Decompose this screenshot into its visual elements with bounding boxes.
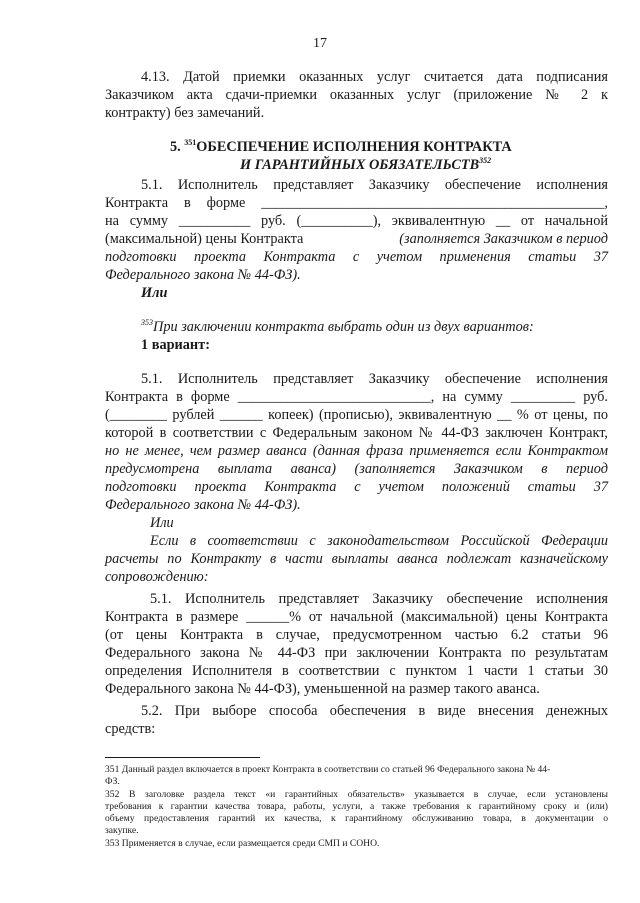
footnote-351-line: 351 Данный раздел включается в проект Контракта в соответствии со статьей 96 Федерального закона № 44-	[105, 764, 551, 775]
clause-5-1-normal-text: (максимальной) цены Контракта	[105, 231, 304, 247]
footnote-ref-351: 351	[184, 138, 197, 148]
footnote-352-line: 352 В заголовке раздела текст «и гарантийных обязательств» указывается в случае, если установлены	[105, 789, 608, 800]
footnote-352-line: требования к гарантии качества товара, работы, услуги, а также требования к гарантийному сроку и (или)	[105, 801, 608, 812]
clause-5-2-line: 5.2. При выборе способа обеспечения в виде внесения денежных	[141, 703, 608, 719]
clause-5-1-v1-line: (________ рублей ______ копеек) (прописью), эквивалентную __ % от цены, по	[105, 407, 608, 423]
heading-text-italic: И ГАРАНТИЙНЫХ ОБЯЗАТЕЛЬСТВ	[240, 157, 480, 173]
clause-5-1-italic-line: Федерального закона № 44-ФЗ).	[105, 267, 301, 283]
heading-text: ОБЕСПЕЧЕНИЕ ИСПОЛНЕНИЯ КОНТРАКТА	[196, 139, 512, 155]
footnote-353-line: 353 Применяется в случае, если размещается среди СМП и СОНО.	[105, 838, 380, 849]
clause-5-1-italic-line: подготовки проекта Контракта с учетом применения статьи 37	[105, 249, 608, 265]
clause-5-1-v1-line: Контракта в форме ___________________________, на сумму _________ руб.	[105, 389, 608, 405]
section-heading-line2	[240, 156, 491, 174]
clause-5-1-line	[105, 230, 608, 248]
clause-5-1-v1-line: 5.1. Исполнитель представляет Заказчику обеспечение исполнения	[141, 371, 608, 387]
footnote-ref-352: 352	[479, 156, 492, 166]
clause-5-1-italic-text: (заполняется Заказчиком в период	[399, 231, 608, 247]
section-heading-line1	[170, 138, 512, 156]
clause-4-13-line: Заказчиком акта сдачи-приемки оказанных услуг (приложение № 2 к	[105, 87, 608, 103]
clause-5-1-treasury-line: Федерального закона № 44-ФЗ при заключении Контракта по результатам	[105, 645, 608, 661]
variant-note-text: При заключении контракта выбрать один из двух вариантов:	[153, 319, 534, 335]
clause-5-1-line: Контракта в форме ________________________________________________,	[105, 195, 608, 211]
clause-5-2-line: средств:	[105, 721, 156, 737]
page-number: 17	[313, 36, 327, 51]
or-label: Или	[141, 285, 168, 301]
heading-number: 5.	[170, 139, 185, 155]
variant-note	[141, 318, 534, 336]
clause-4-13-line: контракту) без замечаний.	[105, 105, 265, 121]
clause-5-1-treasury-line: определения Исполнителя в соответствии с пунктом 1 части 1 статьи 30	[105, 663, 608, 679]
footnote-351-line: ФЗ.	[105, 776, 120, 787]
clause-5-1-line: 5.1. Исполнитель представляет Заказчику обеспечение исполнения	[141, 177, 608, 193]
footnote-352-line: закупке.	[105, 825, 139, 836]
clause-5-1-line: на сумму __________ руб. (__________), эквивалентную __ от начальной	[105, 213, 608, 229]
clause-5-1-treasury-line: (от цены Контракта в случае, предусмотренном частью 6.2 статьи 96	[105, 627, 608, 643]
treasury-condition-line: расчеты по Контракту в части выплаты аванса подлежат казначейскому	[105, 551, 608, 567]
clause-5-1-treasury-line: Федерального закона № 44-ФЗ), уменьшенной на размер такого аванса.	[105, 681, 540, 697]
or-label: Или	[150, 515, 174, 531]
clause-5-1-treasury-line: Контракта в размере ______% от начальной (максимальной) цены Контракта	[105, 609, 608, 625]
clause-4-13-line: 4.13. Датой приемки оказанных услуг считается дата подписания	[141, 69, 608, 85]
clause-5-1-treasury-line: 5.1. Исполнитель представляет Заказчику обеспечение исполнения	[150, 591, 608, 607]
clause-5-1-v1-italic-line: подготовки проекта Контракта с учетом положений статьи 37	[105, 479, 608, 495]
treasury-condition-line: Если в соответствии с законодательством Российской Федерации	[150, 533, 608, 549]
footnote-ref-353: 353	[141, 318, 153, 328]
footnote-352-line: объему предоставления гарантий их качества, к гарантийному обслуживанию товара, в документации о	[105, 813, 608, 824]
clause-5-1-v1-italic-line: предусмотрена выплата аванса) (заполняется Заказчиком в период	[105, 461, 608, 477]
treasury-condition-line: сопровождению:	[105, 569, 209, 585]
variant-1-label: 1 вариант:	[141, 337, 210, 353]
footnote-separator	[105, 757, 260, 758]
clause-5-1-v1-italic-line: Федерального закона № 44-ФЗ).	[105, 497, 301, 513]
clause-5-1-v1-italic-line: но не менее, чем размер аванса (данная фраза применяется если Контрактом	[105, 443, 608, 459]
clause-5-1-v1-line: которой в соответствии с Федеральным законом № 44-ФЗ заключен Контракт,	[105, 425, 608, 441]
